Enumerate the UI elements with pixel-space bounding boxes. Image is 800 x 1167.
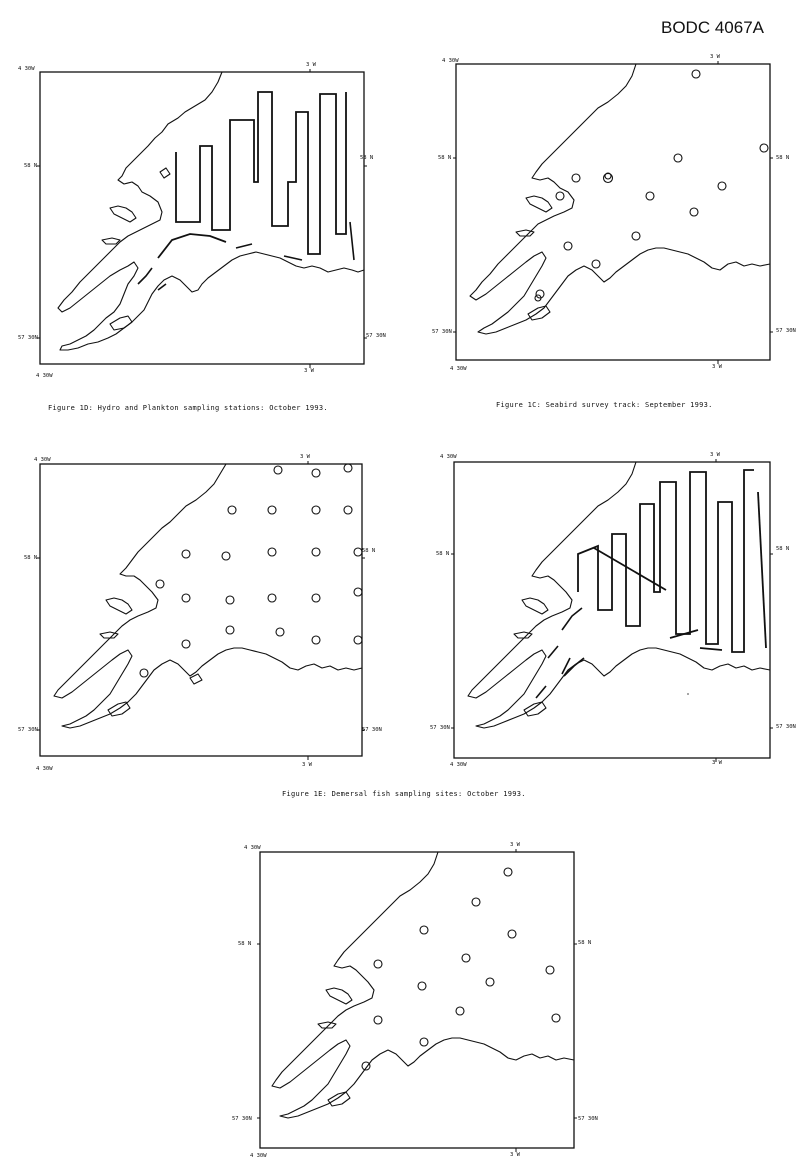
map-seabird-survey [456, 64, 776, 368]
lat-label-north: 58 N [436, 551, 450, 557]
lat-label-south-right: 57 30N [362, 727, 382, 733]
lat-label-north: 58 N [438, 155, 452, 161]
lon-label-west: 4 30W [34, 457, 51, 463]
lon-label-east: 3 W [710, 54, 720, 60]
lat-label-south: 57 30N [18, 727, 38, 733]
map-grid-stations [40, 464, 370, 764]
caption-fig-1d: Figure 1D: Hydro and Plankton sampling stations: October 1993. [48, 404, 328, 412]
map-frame [40, 72, 364, 364]
lon-label-east-bottom: 3 W [510, 1152, 520, 1158]
map-hydro-plankton [40, 72, 370, 372]
lon-label-west: 4 30W [18, 66, 35, 72]
lat-label-north-right: 58 N [578, 940, 592, 946]
lat-label-north: 58 N [24, 163, 38, 169]
lon-label-east-bottom: 3 W [712, 364, 722, 370]
lat-label-north-right: 58 N [776, 155, 790, 161]
lon-label-east: 3 W [710, 452, 720, 458]
lon-label-east-bottom: 3 W [304, 368, 314, 374]
lat-label-south-right: 57 30N [578, 1116, 598, 1122]
lat-label-north-right: 58 N [360, 155, 374, 161]
lat-label-south: 57 30N [18, 335, 38, 341]
lat-label-south-right: 57 30N [776, 724, 796, 730]
lon-label-east-bottom: 3 W [302, 762, 312, 768]
lat-label-south: 57 30N [430, 725, 450, 731]
map-bottom-stations [260, 852, 580, 1156]
lon-label-west-bottom: 4 30W [36, 766, 53, 772]
lon-label-west: 4 30W [244, 845, 261, 851]
lat-label-north: 58 N [24, 555, 38, 561]
lon-label-east-bottom: 3 W [712, 760, 722, 766]
lat-label-south: 57 30N [432, 329, 452, 335]
lon-label-east: 3 W [306, 62, 316, 68]
lon-label-west-bottom: 4 30W [450, 366, 467, 372]
lon-label-east: 3 W [510, 842, 520, 848]
lat-label-north-right: 58 N [362, 548, 376, 554]
map-survey-track-2 [454, 462, 776, 766]
lon-label-east: 3 W [300, 454, 310, 460]
caption-fig-1c: Figure 1C: Seabird survey track: September 1993. [496, 401, 713, 409]
lat-label-north: 58 N [238, 941, 252, 947]
lat-label-south-right: 57 30N [776, 328, 796, 334]
lat-label-north-right: 58 N [776, 546, 790, 552]
lon-label-west-bottom: 4 30W [450, 762, 467, 768]
lat-label-south-right: 57 30N [366, 333, 386, 339]
lon-label-west-bottom: 4 30W [250, 1153, 267, 1159]
lon-label-west: 4 30W [442, 58, 459, 64]
caption-fig-1e: Figure 1E: Demersal fish sampling sites: October 1993. [282, 790, 526, 798]
map-frame [40, 464, 362, 756]
lon-label-west-bottom: 4 30W [36, 373, 53, 379]
document-id: BODC 4067A [661, 18, 764, 37]
lon-label-west: 4 30W [440, 454, 457, 460]
lat-label-south: 57 30N [232, 1116, 252, 1122]
